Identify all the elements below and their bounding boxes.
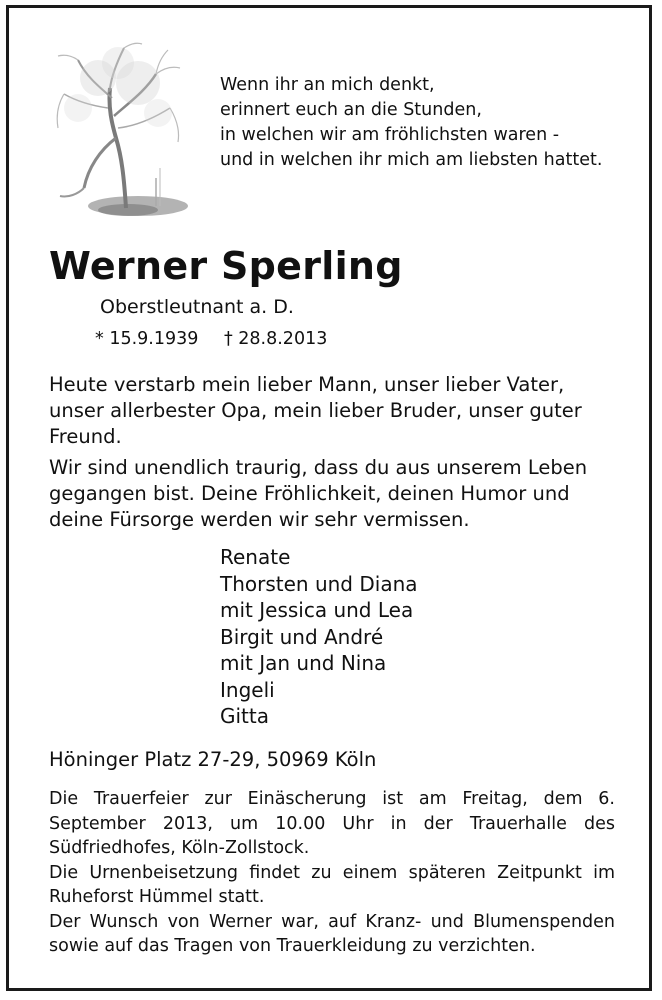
poem [220, 73, 602, 173]
poem-line: erinnert euch an die Stunden, [220, 100, 482, 120]
mourner: Renate [220, 545, 291, 569]
poem-line: Wenn ihr an mich denkt, [220, 75, 435, 95]
funeral-details [49, 787, 615, 959]
family-address: Höninger Platz 27-29, 50969 Köln [49, 748, 377, 771]
mourner: Gitta [220, 704, 269, 728]
mourner: Birgit und André [220, 624, 384, 649]
announcement-paragraph: Wir sind unendlich traurig, dass du aus unserem Leben gegangen bist. Deine Fröhlichkeit, deinen Humor und deine Fürsorge werden wir sehr vermissen. [49, 456, 588, 531]
funeral-paragraph: Die Trauerfeier zur Einäscherung ist am Freitag, dem 6. September 2013, um 10.00 Uhr in der Trauerhalle des Südfriedhofes, Köln-Zollstock. [49, 789, 615, 858]
birth-date: * 15.9.1939 [95, 329, 199, 349]
funeral-paragraph: Der Wunsch von Werner war, auf Kranz- und Blumenspenden sowie auf das Tragen von Trauerkleidung zu verzichten. [49, 911, 615, 956]
mourner: mit Jan und Nina [220, 651, 387, 675]
deceased-rank: Oberstleutnant a. D. [100, 296, 294, 318]
deceased-name: Werner Sperling [49, 244, 403, 288]
funeral-paragraph: Die Urnenbeisetzung findet zu einem späteren Zeitpunkt im Ruheforst Hümmel statt. [49, 862, 615, 907]
death-date: † 28.8.2013 [223, 329, 328, 349]
poem-line: und in welchen ihr mich am liebsten hattet. [220, 150, 603, 170]
tree-illustration-icon [38, 38, 198, 228]
mourners-list [220, 544, 418, 730]
announcement-paragraph: Heute verstarb mein lieber Mann, unser lieber Vater, unser allerbester Opa, mein lieber Bruder, unser guter Freund. [49, 373, 582, 448]
poem-line: in welchen wir am fröhlichsten waren - [220, 125, 560, 145]
announcement-text [49, 372, 617, 538]
mourner: Ingeli [220, 677, 275, 702]
mourner: mit Jessica und Lea [220, 598, 414, 622]
mourner: Thorsten und Diana [220, 571, 418, 596]
life-dates [95, 329, 327, 349]
